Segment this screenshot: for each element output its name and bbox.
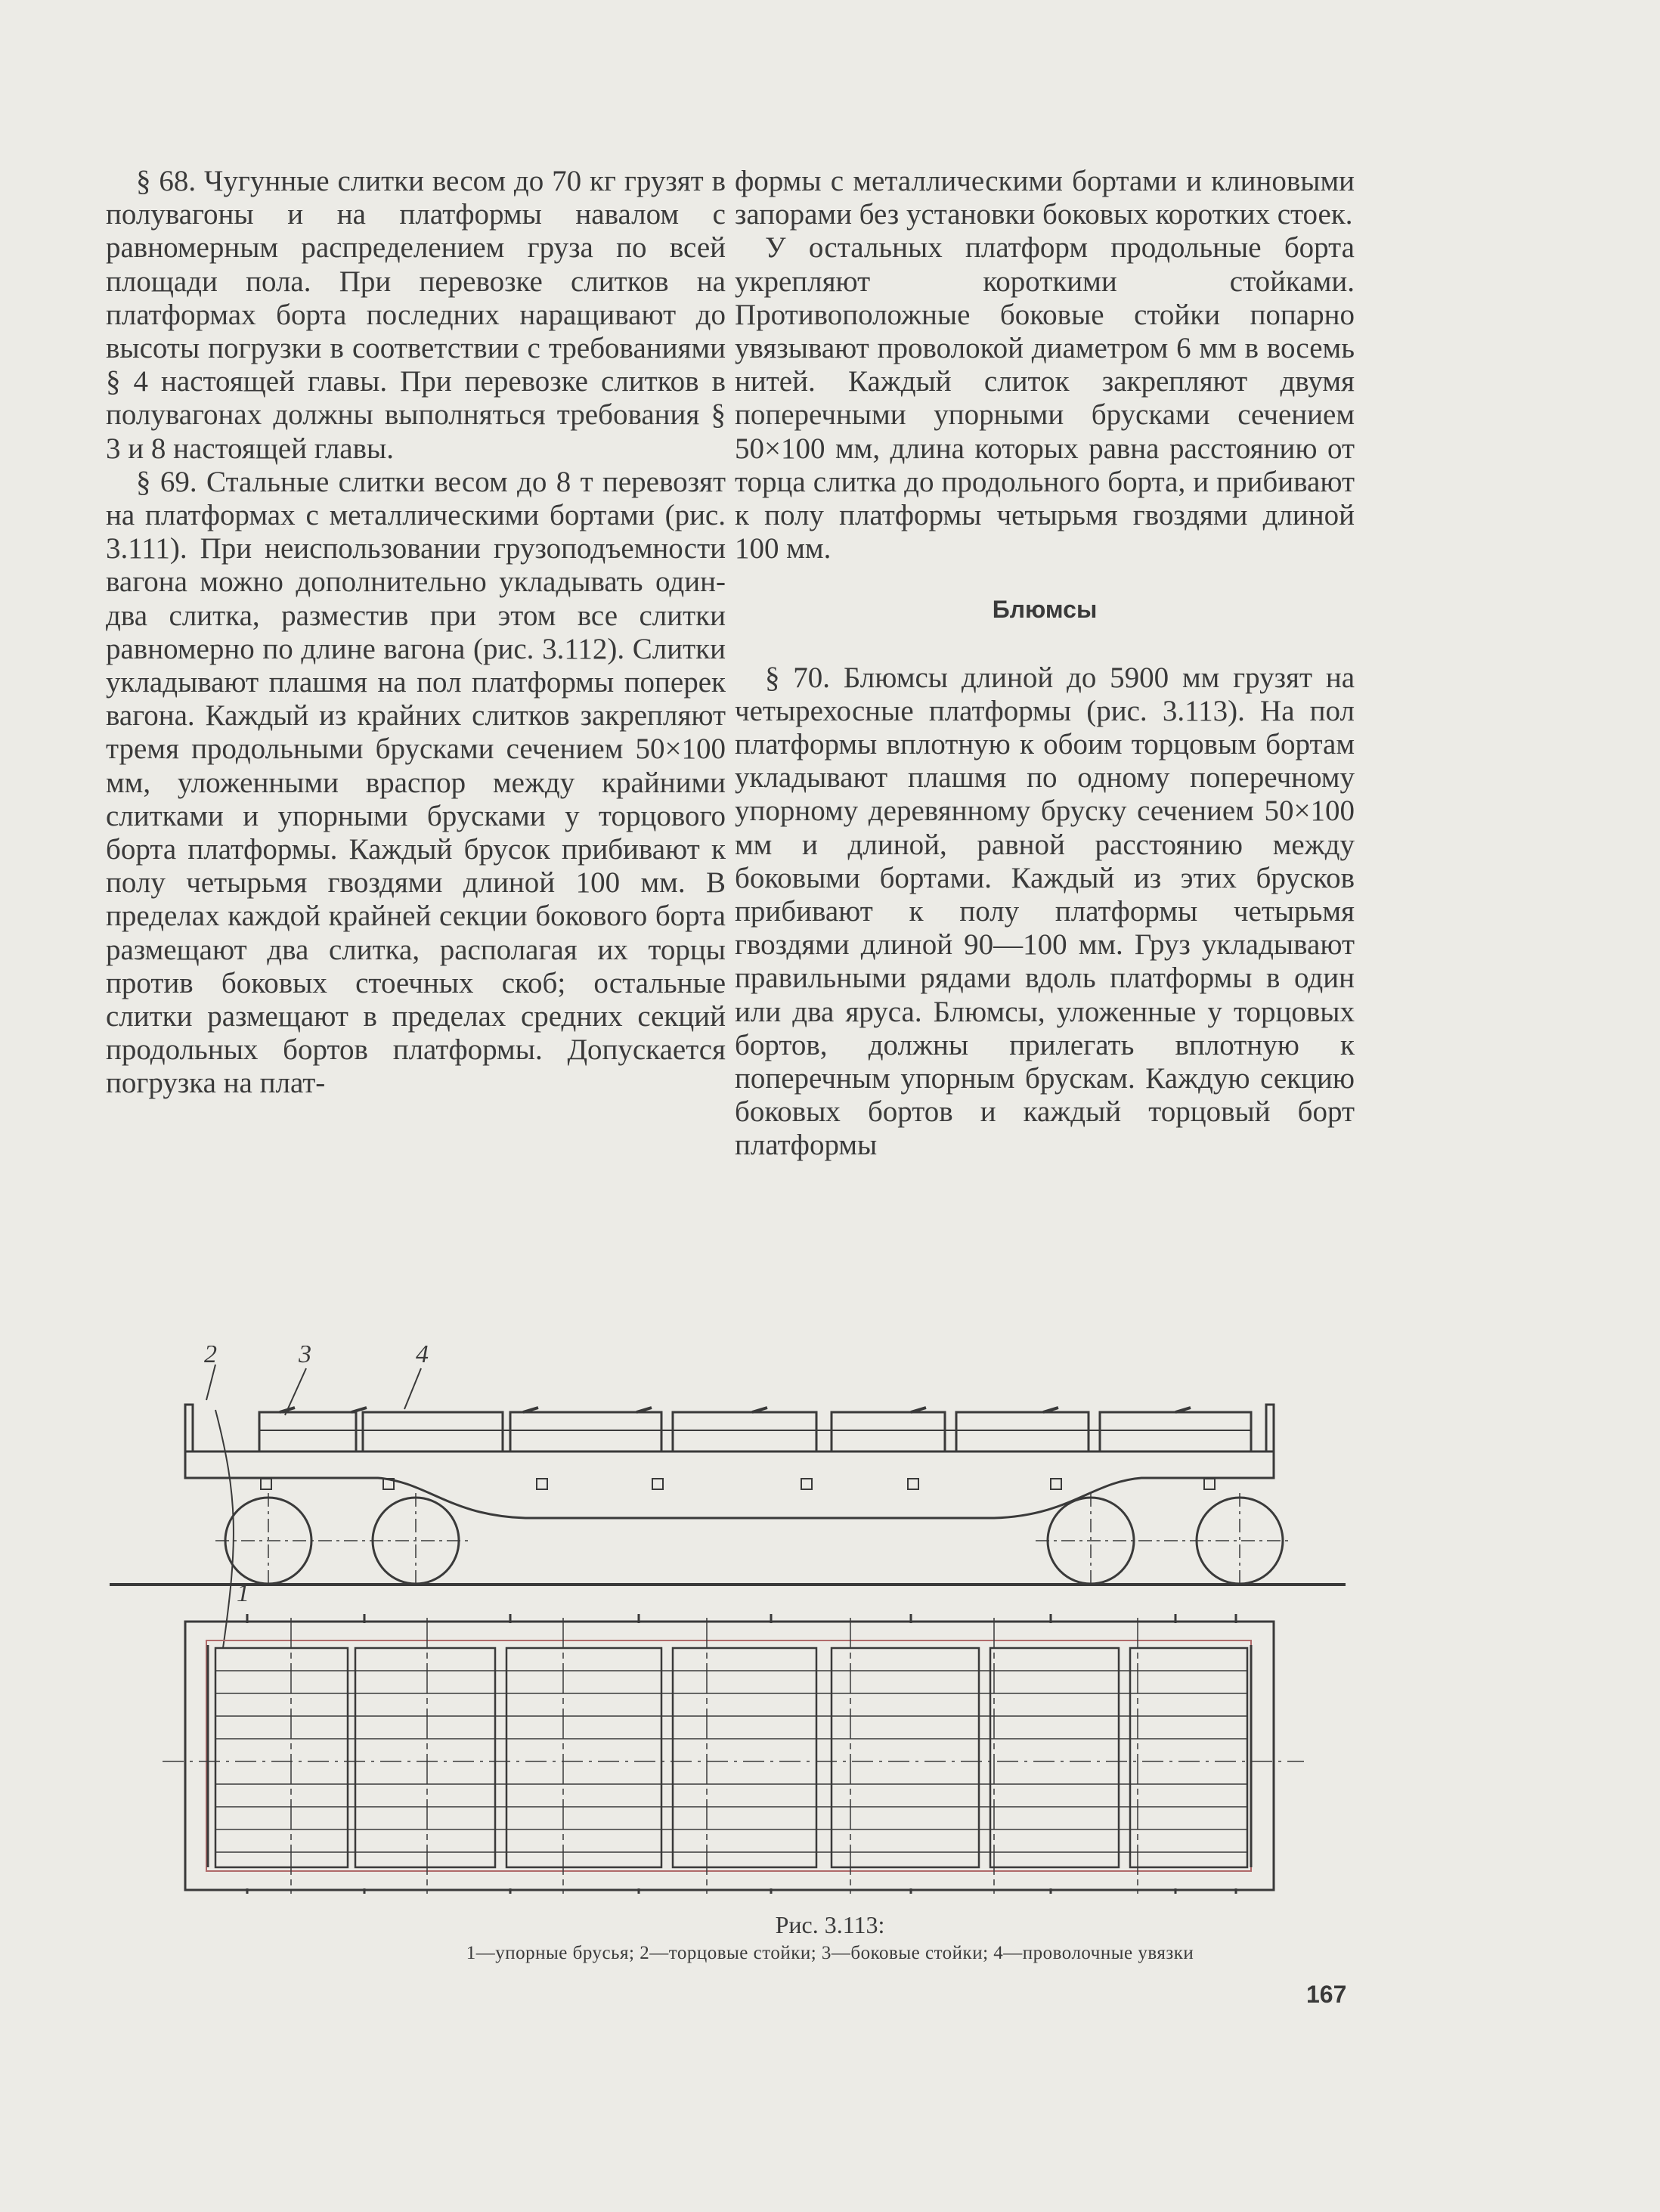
label-1: 1 [237, 1579, 249, 1607]
load-blocks-side [259, 1412, 1251, 1451]
label-4: 4 [416, 1346, 429, 1368]
right-text-column [735, 165, 1355, 1163]
paragraph-side-posts: У остальных платформ продольные борта укрепляют короткими стойками. Противоположные боковые стойки попарно увязывают проволокой диаметром 6 мм в восемь нитей. Каждый слиток закрепляют двумя поперечными упорными брусками сечением 50×100 мм, длина которых равна расстоянию от торца слитка до продольного борта, и прибивают к полу платформы четырьмя гвоздями длиной 100 мм. [735, 231, 1355, 565]
paragraph-68: § 68. Чугунные слитки весом до 70 кг грузят в полувагоны и на платформы навалом с равномерным распределением груза по всей площади пола. При перевозке слитков на платформах борта последних наращивают до высоты погрузки в соответствии с требованиями § 4 настоящей главы. При перевозке слитков в полувагонах должны выполняться требования § 3 и 8 настоящей главы. [106, 165, 726, 465]
label-2: 2 [204, 1346, 217, 1368]
section-heading: Блюмсы [992, 596, 1098, 624]
page-number: 167 [1306, 1981, 1347, 2008]
figure-caption-title: Рис. 3.113: [775, 1911, 885, 1938]
end-stanchion-left [185, 1405, 193, 1451]
paragraph-69: § 69. Стальные слитки весом до 8 т перевозят на платформах с металлическими бортами (рис. 3.111). При неиспользовании грузоподъемности вагона можно дополнительно укладывать один-два слитка, разместив при этом все слитки равномерно по длине вагона (рис. 3.112). Слитки укладывают плашмя на пол платформы поперек вагона. Каждый из крайних слитков закрепляют тремя продольными брусками сечением 50×100 мм, уложенными враспор между крайними слитками и упорными брусками у торцового борта платформы. Каждый брусок прибивают к полу четырьмя гвоздями длиной 100 мм. В пределах каждой крайней секции бокового борта размещают два слитка, располагая их торцы против боковых стоечных скоб; остальные слитки размещают в пределах средних секций продольных бортов платформы. Допускается погрузка на плат- [106, 465, 726, 1100]
label-3: 3 [299, 1346, 311, 1368]
end-stanchion-right [1266, 1405, 1274, 1451]
left-text-column [106, 165, 726, 1101]
paragraph-69-continued: формы с металлическими бортами и клиновыми запорами без установки боковых коротких стоек. [735, 165, 1355, 231]
paragraph-70: § 70. Блюмсы длиной до 5900 мм грузят на четырехосные платформы (рис. 3.113). На пол платформы вплотную к обоим торцовым бортам укладывают плашмя по одному поперечному упорному деревянному бруску сечением 50×100 мм и длиной, равной расстоянию между боковыми бортами. Каждый из этих брусков прибивают к полу платформы четырьмя гвоздями длиной 90—100 мм. Груз укладывают правильными рядами вдоль платформы в один или два яруса. Блюмсы, уложенные у торцовых бортов, должны прилегать вплотную к поперечным упорным брускам. Каждую секцию боковых бортов и каждый торцовый борт платформы [735, 661, 1355, 1162]
platform-diagram [110, 1346, 1349, 1894]
figure-caption-legend: 1—упорные брусья; 2—торцовые стойки; 3—боковые стойки; 4—проволочные увязки [466, 1943, 1194, 1963]
figure-platform-drawing [110, 1346, 1349, 1894]
platform-deck [185, 1451, 1274, 1518]
load-blocks-plan [215, 1648, 1247, 1867]
plan-grain-lines [215, 1671, 1247, 1852]
